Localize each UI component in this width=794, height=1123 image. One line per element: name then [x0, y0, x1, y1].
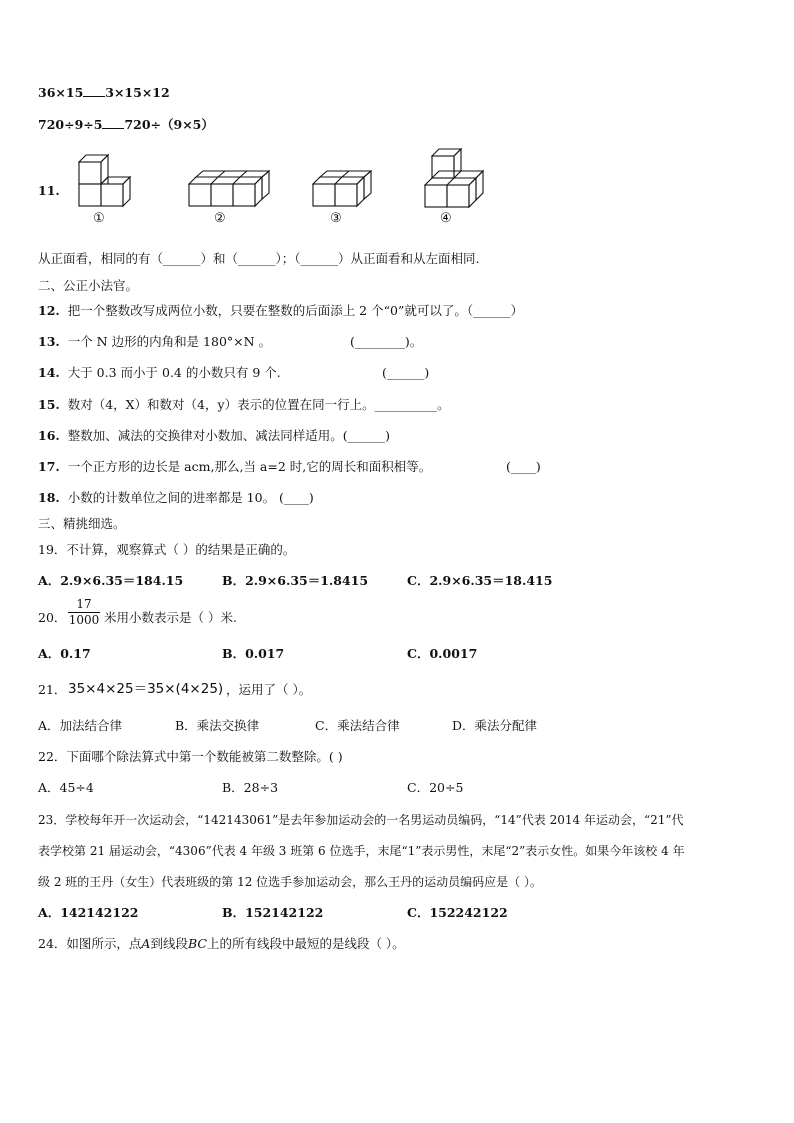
- q21-option-b[interactable]: B．乘法交换律: [175, 718, 260, 733]
- question-19: 19．不计算，观察算式（ ）的结果是正确的。: [38, 542, 296, 557]
- figure-label-2: ②: [214, 211, 226, 226]
- cube-figure-2: [188, 170, 270, 208]
- question-number: 15.: [38, 397, 60, 412]
- question-15: [38, 397, 450, 413]
- question-18: [38, 490, 314, 506]
- q23-option-b[interactable]: B．152142122: [222, 905, 324, 920]
- question-23-line-3: 级 2 班的王丹（女生）代表班级的第 12 位选手参加运动会，那么王丹的运动员编码应是（ ）。: [38, 875, 542, 889]
- question-text: 一个 N 边形的内角和是 180°×N 。: [67, 334, 272, 349]
- fraction-denominator: 1000: [68, 613, 100, 627]
- q19-option-a[interactable]: A．2.9×6.35＝184.15: [38, 573, 184, 588]
- fraction-numerator: 17: [76, 597, 92, 611]
- answer-blank[interactable]: [102, 116, 124, 129]
- q23-option-a[interactable]: A．142142122: [38, 905, 139, 920]
- answer-paren-14[interactable]: (______): [382, 365, 430, 380]
- section-3-heading: 三、精挑细选。: [38, 516, 126, 531]
- question-number: 12.: [38, 303, 60, 318]
- q22-option-c[interactable]: C．20÷5: [407, 780, 464, 795]
- question-23-line-2: 表学校第 21 届运动会，“4306”代表 4 年级 3 班第 6 位选手，末尾“1”表示男性，末尾“2”表示女性。如果今年该校 4 年: [38, 844, 685, 858]
- q21-option-d[interactable]: D．乘法分配律: [452, 718, 538, 733]
- question-text: 大于 0.3 而小于 0.4 的小数只有 9 个.: [67, 365, 281, 380]
- question-number: 13.: [38, 334, 60, 349]
- compare-left-1: 36×15: [38, 85, 84, 100]
- question-21-expression: 35×4×25＝35×(4×25): [68, 681, 224, 697]
- compare-right-1: 3×15×12: [105, 85, 170, 100]
- q22-option-a[interactable]: A．45÷4: [38, 780, 94, 795]
- question-20-text: 米用小数表示是（ ）米.: [104, 610, 237, 625]
- compare-line-1: [38, 84, 170, 101]
- compare-left-2: 720÷9÷5: [38, 117, 103, 132]
- q21-option-a[interactable]: A．加法结合律: [38, 718, 123, 733]
- question-text: 数对（4，X）和数对（4，y）表示的位置在同一行上。__________。: [67, 397, 450, 412]
- question-24-prefix: 24．如图所示，点: [38, 936, 142, 951]
- question-number: 14.: [38, 365, 60, 380]
- answer-blank[interactable]: [83, 84, 105, 97]
- compare-line-2: [38, 116, 214, 133]
- q20-option-b[interactable]: B．0.017: [222, 646, 285, 661]
- q11-text: 从正面看，相同的有（______）和（______）；（______）从正面看和从左面相同.: [38, 251, 480, 266]
- figure-label-1: ①: [93, 211, 105, 226]
- figure-label-4: ④: [440, 211, 452, 226]
- q21-option-c[interactable]: C．乘法结合律: [315, 718, 400, 733]
- question-21-number: 21．: [38, 682, 67, 697]
- question-text: 小数的计数单位之间的进率都是 10。 (____): [67, 490, 314, 505]
- q19-option-b[interactable]: B．2.9×6.35＝1.8415: [222, 573, 369, 588]
- segment-bc-label: BC: [187, 936, 207, 951]
- question-17: [38, 459, 431, 475]
- fraction-17-1000: [68, 598, 100, 627]
- cube-figure-3: [312, 170, 374, 208]
- question-22: 22．下面哪个除法算式中第一个数能被第二数整除。( ): [38, 749, 343, 764]
- answer-paren-13[interactable]: (________)。: [350, 334, 423, 349]
- question-number: 16.: [38, 428, 60, 443]
- cube-figure-4: [424, 147, 486, 209]
- q20-option-c[interactable]: C．0.0017: [407, 646, 478, 661]
- q23-option-c[interactable]: C．152242122: [407, 905, 508, 920]
- question-text: 把一个整数改写成两位小数，只要在整数的后面添上 2 个“0”就可以了。（______）: [67, 303, 524, 318]
- section-2-heading: 二、公正小法官。: [38, 278, 139, 293]
- question-13: [38, 334, 271, 350]
- question-text: 整数加、减法的交换律对小数加、减法同样适用。(______): [67, 428, 390, 443]
- question-24: [38, 936, 405, 952]
- question-20-number: 20．: [38, 610, 67, 625]
- question-23-line-1: 23．学校每年开一次运动会，“142143061”是去年参加运动会的一名男运动员编码，“14”代表 2014 年运动会，“21”代: [38, 813, 684, 827]
- question-number: 18.: [38, 490, 60, 505]
- question-number: 17.: [38, 459, 60, 474]
- question-24-suffix: 上的所有线段中最短的是线段（ ）。: [206, 936, 405, 951]
- cube-figure-1: [78, 154, 140, 208]
- question-14: [38, 365, 281, 381]
- question-16: [38, 428, 390, 444]
- q19-option-c[interactable]: C．2.9×6.35＝18.415: [407, 573, 553, 588]
- figure-label-3: ③: [330, 211, 342, 226]
- answer-paren-17[interactable]: (____): [506, 459, 541, 474]
- point-a-label: A: [141, 936, 151, 951]
- question-12: [38, 303, 523, 319]
- compare-right-2: 720÷（9×5）: [124, 117, 214, 132]
- question-24-mid: 到线段: [150, 936, 188, 951]
- question-21-text: ，运用了（ ）。: [226, 682, 312, 697]
- q20-option-a[interactable]: A．0.17: [38, 646, 91, 661]
- q11-number: 11.: [38, 183, 60, 198]
- question-text: 一个正方形的边长是 acm,那么,当 a=2 时,它的周长和面积相等。: [67, 459, 432, 474]
- q22-option-b[interactable]: B．28÷3: [222, 780, 279, 795]
